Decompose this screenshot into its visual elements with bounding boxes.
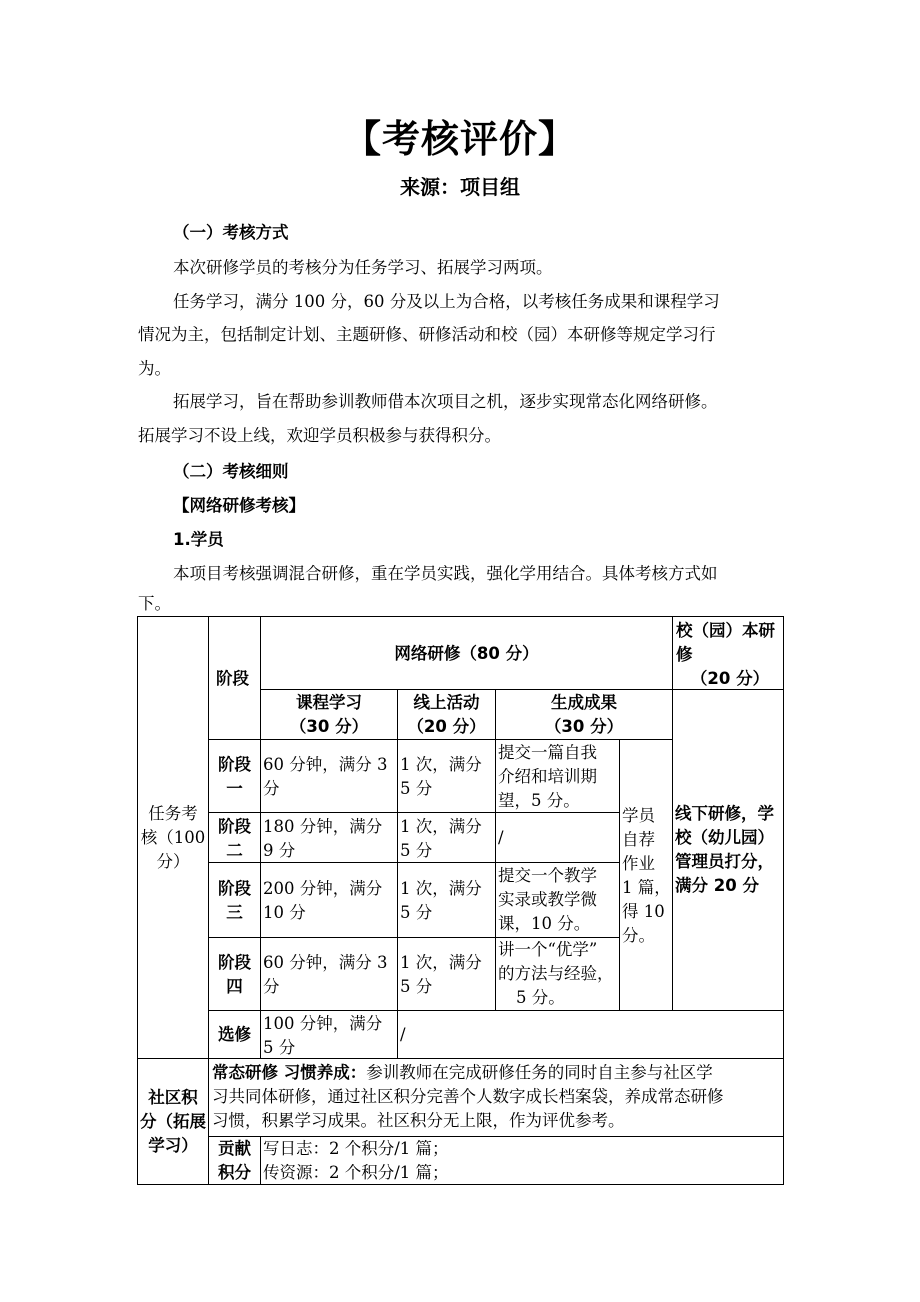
contrib-label — [209, 1137, 260, 1185]
stage-cell — [209, 753, 260, 801]
task-label-line: 任务考 — [148, 804, 198, 823]
stage-header: 阶段 — [216, 669, 249, 688]
self-rec-line: 学员 — [622, 806, 655, 825]
output-line: 提交一个教学 — [498, 866, 597, 885]
elective-rest: / — [400, 1025, 406, 1044]
stage-line: 二 — [226, 841, 243, 860]
section2-subheading: 【网络研修考核】 — [173, 496, 305, 515]
section1-p3-line1: 拓展学习，旨在帮助参训教师借本次项目之机，逐步实现常态化网络研修。 — [173, 392, 718, 411]
habit-cell — [212, 1061, 784, 1133]
output-header — [496, 691, 672, 739]
section1-p3-line2: 拓展学习不设上线，欢迎学员积极参与获得积分。 — [138, 425, 501, 445]
output-cell — [498, 938, 614, 1010]
elective-course-line: 100 分钟，满分 — [263, 1014, 383, 1033]
output-line: 课，10 分。 — [498, 914, 591, 933]
activity-line: 5 分 — [400, 841, 433, 860]
stage-line: 一 — [226, 779, 243, 798]
page-source: 来源：项目组 — [400, 175, 520, 199]
stage-line: 阶段 — [218, 953, 251, 972]
activity-header — [398, 691, 495, 739]
school-header-line: （20 分） — [690, 669, 770, 688]
elective-course-line: 5 分 — [263, 1038, 296, 1057]
output-line: 介绍和培训期 — [498, 767, 597, 786]
activity-header-line: 线上活动 — [413, 693, 480, 712]
course-header-line: 课程学习 — [296, 693, 362, 712]
course-line: 60 分钟，满分 3 — [263, 755, 388, 774]
elective-course — [263, 1012, 382, 1060]
contrib-item: 写日志：2 个积分/1 篇； — [263, 1139, 449, 1158]
course-cell — [263, 951, 387, 999]
output-header-line: 生成成果 — [551, 693, 617, 712]
activity-cell — [400, 877, 482, 925]
task-label-line: 核（100 — [140, 828, 206, 847]
school-score-line: 线下研修，学 — [675, 804, 774, 823]
course-line: 10 分 — [263, 903, 306, 922]
task-label-line: 分） — [156, 852, 190, 871]
contrib-label-line: 贡献 — [218, 1139, 251, 1158]
course-cell — [263, 815, 382, 863]
community-label — [138, 1086, 208, 1158]
school-score-line: 校（幼儿园） — [675, 828, 774, 847]
section1-p2-line2: 情况为主，包括制定计划、主题研修、研修活动和校（园）本研修等规定学习行 — [138, 325, 716, 344]
course-line: 分 — [263, 779, 280, 798]
stage-cell — [209, 815, 260, 863]
habit-line: 习惯，积累学习成果。社区积分无上限，作为评优参考。 — [212, 1111, 625, 1130]
school-score-line: 管理员打分， — [675, 852, 774, 871]
course-line: 200 分钟，满分 — [263, 879, 383, 898]
habit-title: 常态研修 习惯养成： — [212, 1063, 367, 1082]
school-score-line: 满分 20 分 — [675, 876, 759, 895]
self-rec-line: 分。 — [622, 926, 655, 945]
activity-line: 5 分 — [400, 903, 433, 922]
output-header-line: （30 分） — [544, 717, 624, 736]
section1-p2-line3: 为。 — [138, 358, 171, 378]
stage-line: 三 — [226, 903, 243, 922]
school-header-line: 校（园）本研 — [676, 621, 775, 640]
output-cell — [498, 864, 597, 936]
elective-stage: 选修 — [218, 1025, 251, 1044]
section2-heading: （二）考核细则 — [173, 462, 289, 481]
output-cell — [498, 741, 597, 813]
stage-cell — [209, 877, 260, 925]
activity-header-line: （20 分） — [407, 717, 486, 736]
output-line: 的方法与经验， — [498, 964, 614, 983]
section1-p2-line1: 任务学习，满分 100 分，60 分及以上为合格，以考核任务成果和课程学习 — [173, 291, 720, 311]
course-line: 180 分钟，满分 — [263, 817, 383, 836]
community-label-line: 学习） — [148, 1136, 198, 1155]
activity-line: 1 次，满分 — [400, 755, 482, 774]
stage-line: 阶段 — [218, 817, 251, 836]
activity-line: 1 次，满分 — [400, 953, 482, 972]
course-header — [261, 691, 397, 739]
stage-cell — [209, 951, 260, 999]
course-line: 60 分钟，满分 3 — [263, 953, 388, 972]
output-line: 5 分。 — [516, 988, 565, 1007]
task-label — [138, 802, 208, 874]
stage-line: 阶段 — [218, 879, 251, 898]
school-header — [676, 619, 784, 691]
contrib-label-line: 积分 — [218, 1163, 251, 1182]
activity-cell — [400, 815, 482, 863]
course-cell — [263, 877, 382, 925]
output-line: 实录或教学微 — [498, 890, 597, 909]
section1-heading: （一）考核方式 — [173, 223, 289, 242]
activity-line: 1 次，满分 — [400, 817, 482, 836]
activity-line: 5 分 — [400, 977, 433, 996]
page-title: 【考核评价】 — [342, 117, 577, 161]
self-rec-cell — [622, 804, 671, 948]
course-line: 9 分 — [263, 841, 296, 860]
self-rec-line: 1 篇， — [622, 878, 671, 897]
activity-cell — [400, 951, 482, 999]
activity-cell — [400, 753, 482, 801]
course-cell — [263, 753, 387, 801]
section2-item: 1.学员 — [173, 530, 224, 549]
output-line: 提交一篇自我 — [498, 743, 597, 762]
community-label-line: 分（拓展 — [140, 1112, 206, 1131]
self-rec-line: 自荐 — [622, 830, 655, 849]
activity-line: 5 分 — [400, 779, 433, 798]
course-line: 分 — [263, 977, 280, 996]
community-label-line: 社区积 — [148, 1088, 198, 1107]
section1-p1: 本次研修学员的考核分为任务学习、拓展学习两项。 — [173, 258, 553, 277]
output-line: 望，5 分。 — [498, 791, 580, 810]
stage-line: 四 — [226, 977, 243, 996]
output-cell: / — [498, 828, 504, 847]
course-header-line: （30 分） — [289, 717, 369, 736]
habit-line: 习共同体研修，通过社区积分完善个人数字成长档案袋，养成常态研修 — [212, 1087, 724, 1106]
self-rec-line: 得 10 — [622, 902, 665, 921]
stage-line: 阶段 — [218, 755, 251, 774]
contrib-items — [263, 1137, 449, 1185]
habit-line: 参训教师在完成研修任务的同时自主参与社区学 — [366, 1063, 713, 1082]
self-rec-line: 作业 — [622, 854, 655, 873]
section2-intro-line2: 下。 — [138, 593, 171, 613]
school-header-line: 修 — [676, 645, 693, 664]
activity-line: 1 次，满分 — [400, 879, 482, 898]
output-line: 讲一个“优学” — [498, 940, 598, 959]
online-header: 网络研修（80 分） — [394, 644, 539, 663]
section2-intro-line1: 本项目考核强调混合研修，重在学员实践，强化学用结合。具体考核方式如 — [173, 564, 718, 583]
contrib-item: 传资源：2 个积分/1 篇； — [263, 1163, 449, 1182]
school-score-cell — [675, 802, 774, 898]
